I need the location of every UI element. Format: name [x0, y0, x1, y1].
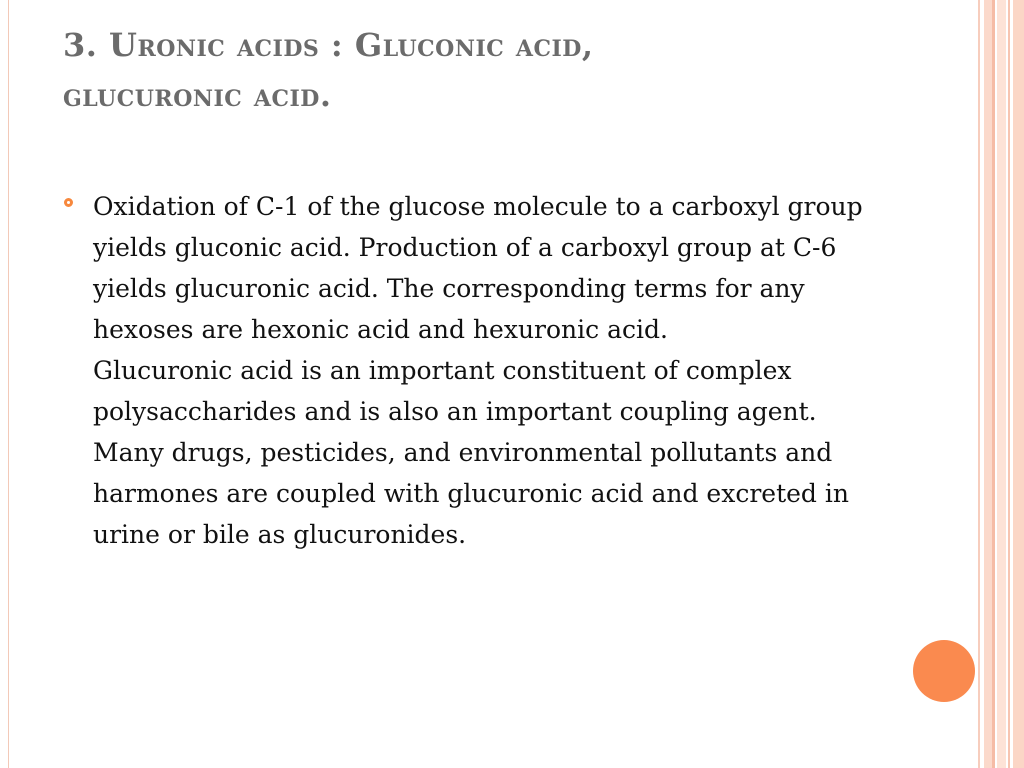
- orange-circle-icon: [913, 640, 975, 702]
- right-decor-stripe: [992, 0, 995, 768]
- right-decor-stripe: [978, 0, 980, 768]
- left-border-line: [8, 0, 9, 768]
- slide-title: [63, 20, 943, 120]
- bullet-paragraph-1: Oxidation of C-1 of the glucose molecule to a carboxyl group yields gluconic acid. Production of a carboxyl group at C-6 yields glucuronic acid. The corresponding terms for any hexoses are hexonic acid and hexuronic acid.: [93, 192, 863, 344]
- right-decor-stripe: [1008, 0, 1010, 768]
- bullet-text: [93, 186, 893, 555]
- title-line-1: 3. Uronic acids : Gluconic acid,: [63, 26, 594, 64]
- right-decor-stripe: [997, 0, 1006, 768]
- ring-bullet-icon: [64, 198, 73, 207]
- right-decor-stripe: [984, 0, 992, 768]
- bullet-paragraph-2: Glucuronic acid is an important constituent of complex polysaccharides and is also an important coupling agent. Many drugs, pesticides, and environmental pollutants and harmones are coupled with glucuronic acid and excreted in urine or bile as glucuronides.: [93, 356, 849, 549]
- title-line-2: glucuronic acid.: [63, 76, 332, 114]
- right-decor-stripe: [1013, 0, 1024, 768]
